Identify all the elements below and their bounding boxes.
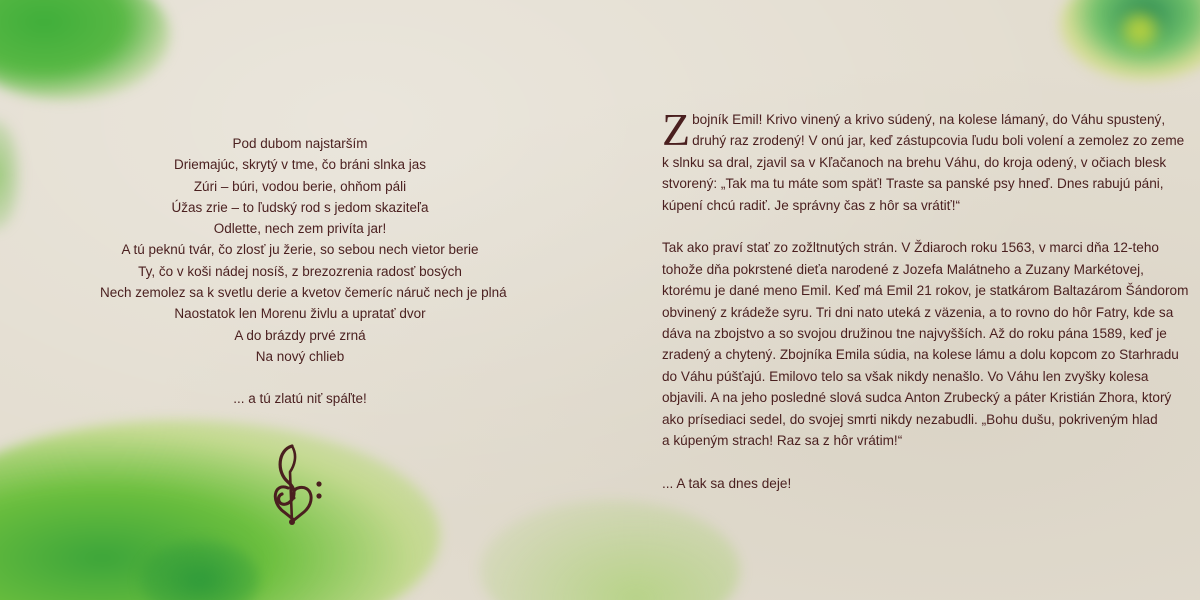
poem-line: Úžas zrie – to ľudský rod s jedom skaziteľa [171,199,429,215]
drop-cap: Z [662,104,691,155]
poem-line: Pod dubom najstarším [232,136,368,151]
poem-line: Na nový chlieb [255,348,345,364]
story-line: a kúpeným strach! Raz sa z hôr vrátim!“ [662,433,903,449]
poem-line: A do brázdy prvé zrná [234,327,366,343]
poem-line: Nech zemolez sa k svetlu derie a kvetov čemeríc náruč nech je plná [100,285,507,301]
story-paragraph [662,237,1189,451]
watercolor-splash [140,540,260,600]
story-text [662,104,1189,516]
poem-line: Driemajúc, skrytý v tme, čo bráni slnka jas [173,157,427,173]
poem-line: A tú peknú tvár, čo zlosť ju žerie, so sebou nech vietor berie [121,242,479,258]
poem-line: Naostatok len Morenu živlu a upratať dvor [174,306,426,322]
watercolor-splash [1120,10,1160,50]
watercolor-splash [0,120,20,230]
watercolor-splash [0,0,170,100]
story-closing: ... A tak sa dnes deje! [662,475,792,491]
story-line: bojník Emil! Krivo vinený a krivo súdený, na kolese lámaný, do Váhu spustený, [692,112,1166,127]
poem [100,133,507,410]
story-line: ktorému je dané meno Emil. Keď má Emil 21 rokov, je statkárom Baltazárom Šándorom [662,283,1189,299]
story-line: k slnku sa dral, zjavil sa v Kľačanoch na brehu Váhu, do kroja odený, v očiach blesk [662,154,1167,170]
story-line: stvorený: „Tak ma tu máte som späť! Traste sa panské psy hneď. Dnes rabujú páni, [662,176,1164,192]
story-line: ako prísediaci sedel, do svojej smrti nikdy nezabudli. „Bohu dušu, pokriveným hlad [662,411,1158,427]
story-paragraph [662,473,1152,494]
story-line: obvinený z krádeže syru. Tri dni nato uteká z väzenia, a to rovno do hôr Fatry, kde sa [662,304,1174,320]
watercolor-splash [1060,0,1200,80]
watercolor-splash [0,420,440,600]
story-line: tohože dňa pokrstené dieťa narodené z Jozefa Malátneho a Zuzany Markétovej, [662,261,1144,277]
story-line: zradený a chytený. Zbojníka Emila súdia, na kolese lámu a dolu kopcom zo Starhradu [662,347,1179,363]
story-line: druhý raz zrodený! V onú jar, keď zástupcovia ľudu boli volení a zemolez zo zeme [692,133,1185,149]
story-paragraph [662,104,1185,216]
poem-line: Zúri – búri, vodou berie, ohňom páli [193,178,407,194]
story-line: objavili. A na jeho posledné slová sudca Anton Zrubecký a páter Kristián Zhora, ktorý [662,390,1172,406]
story-line: Tak ako praví stať zo zožltnutých strán. V Ždiaroch roku 1563, v marci dňa 12-teho [662,240,1159,256]
story-line: do Váhu púšťajú. Emilovo telo sa však nikdy nenašlo. Vo Váhu len zvyšky kolesa [662,368,1149,384]
treble-clef-heart-icon [268,442,332,526]
poem-closing: ... a tú zlatú niť spáľte! [233,391,367,407]
story-line: dáva na zbojstvo a so svojou družinou tne najvyšších. Až do roku pána 1589, keď je [662,326,1167,342]
poem-line: Odlette, nech zem privíta jar! [213,221,387,237]
story-line: kúpení chcú radiť. Je správny čas z hôr sa vrátiť!“ [662,197,961,213]
poem-line: Ty, čo v koši nádej nosíš, z brezozrenia radosť bosých [138,263,462,279]
